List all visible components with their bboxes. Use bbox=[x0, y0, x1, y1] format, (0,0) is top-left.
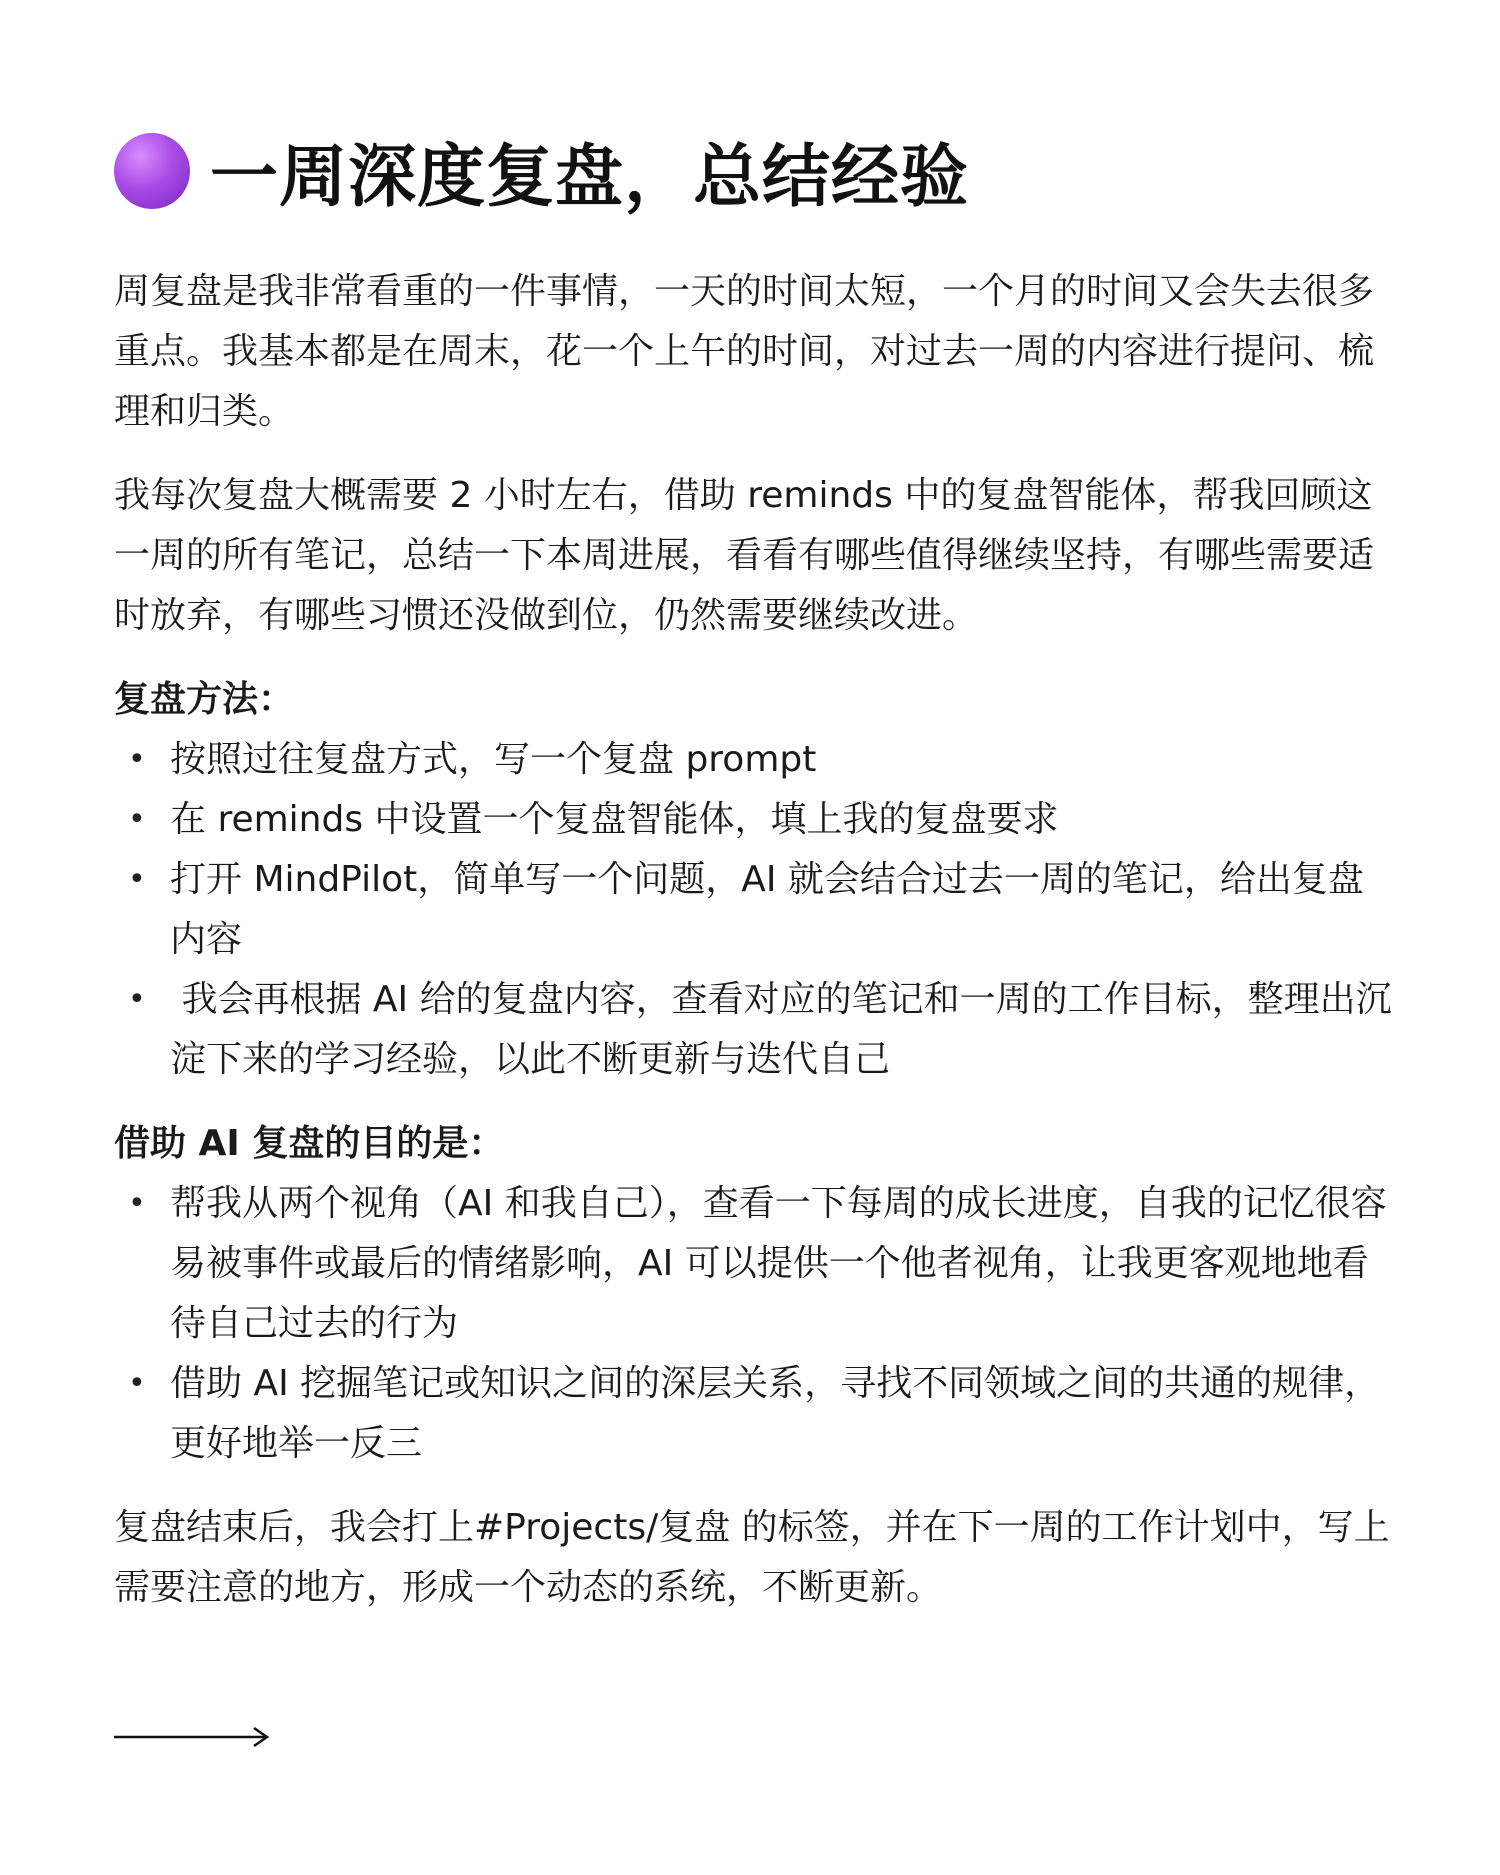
purple-circle-icon bbox=[114, 133, 190, 209]
purpose-heading: 借助 AI 复盘的目的是： bbox=[114, 1123, 505, 1164]
intro-paragraph-2: 我每次复盘大概需要 2 小时左右，借助 reminds 中的复盘智能体，帮我回顾这一周的所有笔记，总结一下本周进展，看看有哪些值得继续坚持，有哪些需要适时放弃，有哪些习惯还没做到位，仍然需要继续改进。 bbox=[114, 475, 1375, 636]
method-heading: 复盘方法： bbox=[114, 679, 295, 720]
arrow-right-icon[interactable] bbox=[114, 1722, 270, 1752]
method-list bbox=[114, 730, 1394, 1090]
title-row bbox=[114, 126, 969, 216]
closing-paragraph: 复盘结束后，我会打上#Projects/复盘 的标签，并在下一周的工作计划中，写上需要注意的地方，形成一个动态的系统，不断更新。 bbox=[114, 1507, 1390, 1608]
list-item: • 在 reminds 中设置一个复盘智能体，填上我的复盘要求 bbox=[114, 790, 1394, 850]
intro-paragraph-1: 周复盘是我非常看重的一件事情，一天的时间太短，一个月的时间又会失去很多重点。我基本都是在周末，花一个上午的时间，对过去一周的内容进行提问、梳理和归类。 bbox=[114, 271, 1375, 432]
list-item: • 借助 AI 挖掘笔记或知识之间的深层关系，寻找不同领域之间的共通的规律，更好地举一反三 bbox=[114, 1354, 1394, 1474]
page-title: 一周深度复盘，总结经验 bbox=[210, 137, 970, 217]
list-item: • 打开 MindPilot，简单写一个问题，AI 就会结合过去一周的笔记，给出复盘内容 bbox=[114, 850, 1394, 970]
list-item: • 我会再根据 AI 给的复盘内容，查看对应的笔记和一周的工作目标，整理出沉淀下来的学习经验，以此不断更新与迭代自己 bbox=[114, 970, 1394, 1090]
purpose-list bbox=[114, 1174, 1394, 1474]
article-body bbox=[114, 262, 1394, 1642]
list-item: • 按照过往复盘方式，写一个复盘 prompt bbox=[114, 730, 1394, 790]
list-item: • 帮我从两个视角（AI 和我自己），查看一下每周的成长进度，自我的记忆很容易被事件或最后的情绪影响，AI 可以提供一个他者视角，让我更客观地地看待自己过去的行为 bbox=[114, 1174, 1394, 1354]
